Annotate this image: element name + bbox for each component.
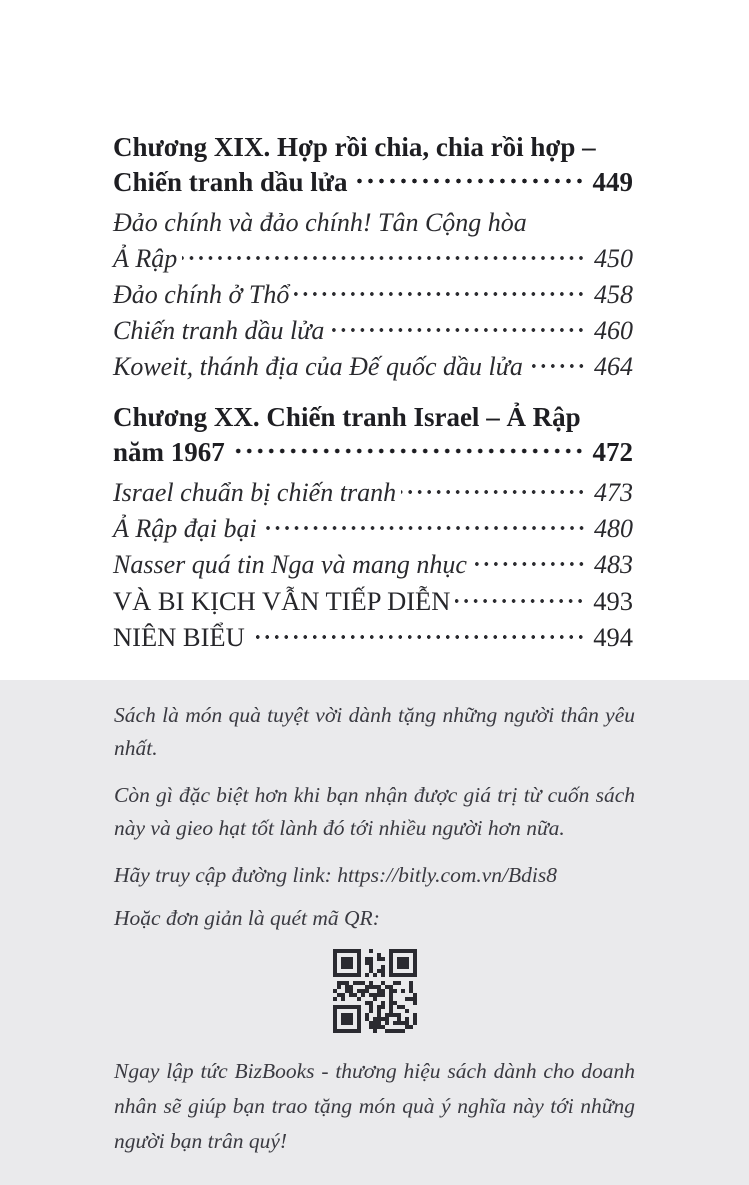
page-number: 458 (594, 280, 633, 309)
page-number: 460 (594, 316, 633, 345)
toc-entry (113, 313, 633, 349)
toc-entry-line2-row (113, 241, 633, 277)
qr-code-container (114, 949, 635, 1038)
toc-entry-label: Đảo chính ở Thổ (113, 280, 290, 309)
chapter-heading (113, 400, 633, 470)
gift-promo-panel (0, 680, 749, 1185)
chapter-title-line1: Chương XX. Chiến tranh Israel – Ả Rập (113, 402, 581, 432)
toc-entry-label: VÀ BI KỊCH VẪN TIẾP DIỄN (113, 586, 451, 616)
page-number: 483 (594, 550, 633, 579)
page-number: 450 (594, 244, 633, 273)
toc-entry-label-line1: Đảo chính và đảo chính! Tân Cộng hòa (113, 208, 527, 237)
page-number: 449 (592, 167, 633, 197)
toc-entry-label: Koweit, thánh địa của Đế quốc dầu lửa (113, 352, 523, 381)
chapter-title-line2: Chiến tranh dầu lửa (113, 167, 348, 197)
page-number: 464 (594, 352, 633, 381)
toc-entry (113, 619, 633, 655)
page-number: 494 (593, 622, 633, 652)
promo-paragraph: Còn gì đặc biệt hơn khi bạn nhận được giá trị từ cuốn sách này và gieo hạt tốt lành đó tới nhiều người hơn nữa. (114, 783, 635, 840)
toc-entry (113, 475, 633, 511)
toc-entry-label: Chiến tranh dầu lửa (113, 316, 325, 345)
page-number: 493 (593, 586, 633, 616)
promo-closing-paragraph: Ngay lập tức BizBooks - thương hiệu sách dành cho doanh nhân sẽ giúp bạn trao tặng món quà ý nghĩa này tới những người bạn trân quý! (114, 1059, 635, 1153)
chapter-title-line1: Chương XIX. Hợp rồi chia, chia rồi hợp – (113, 132, 596, 162)
toc-entry (113, 277, 633, 313)
toc-entry (113, 547, 633, 583)
toc-entry (113, 205, 633, 277)
page-number: 473 (594, 478, 633, 507)
toc-back-matter (113, 583, 633, 655)
page-number: 472 (592, 437, 633, 467)
chapter-title-line2-row (113, 165, 633, 200)
chapter-heading (113, 130, 633, 200)
promo-qr-caption: Hoặc đơn giản là quét mã QR: (114, 906, 380, 930)
toc-entry (113, 511, 633, 547)
chapter-title-line2-row (113, 435, 633, 470)
toc-chapter-xx (113, 400, 633, 583)
toc-entry (113, 349, 633, 385)
promo-paragraph: Sách là món quà tuyệt vời dành tặng những người thân yêu nhất. (114, 703, 635, 760)
toc-entry-label: NIÊN BIỂU (113, 622, 245, 652)
toc-entry-label: Nasser quá tin Nga và mang nhục (113, 550, 467, 579)
promo-link-line: Hãy truy cập đường link: https://bitly.com.vn/Bdis8 (114, 863, 557, 887)
toc-chapter-xix (113, 130, 633, 385)
qr-code-icon (333, 949, 417, 1033)
toc-entry (113, 583, 633, 619)
page-number: 480 (594, 514, 633, 543)
toc-entry-label: Ả Rập đại bại (113, 514, 257, 543)
chapter-title-line2: năm 1967 (113, 437, 225, 467)
toc-entry-label-line2: Ả Rập (113, 244, 178, 273)
toc-entry-label: Israel chuẩn bị chiến tranh (113, 478, 397, 507)
